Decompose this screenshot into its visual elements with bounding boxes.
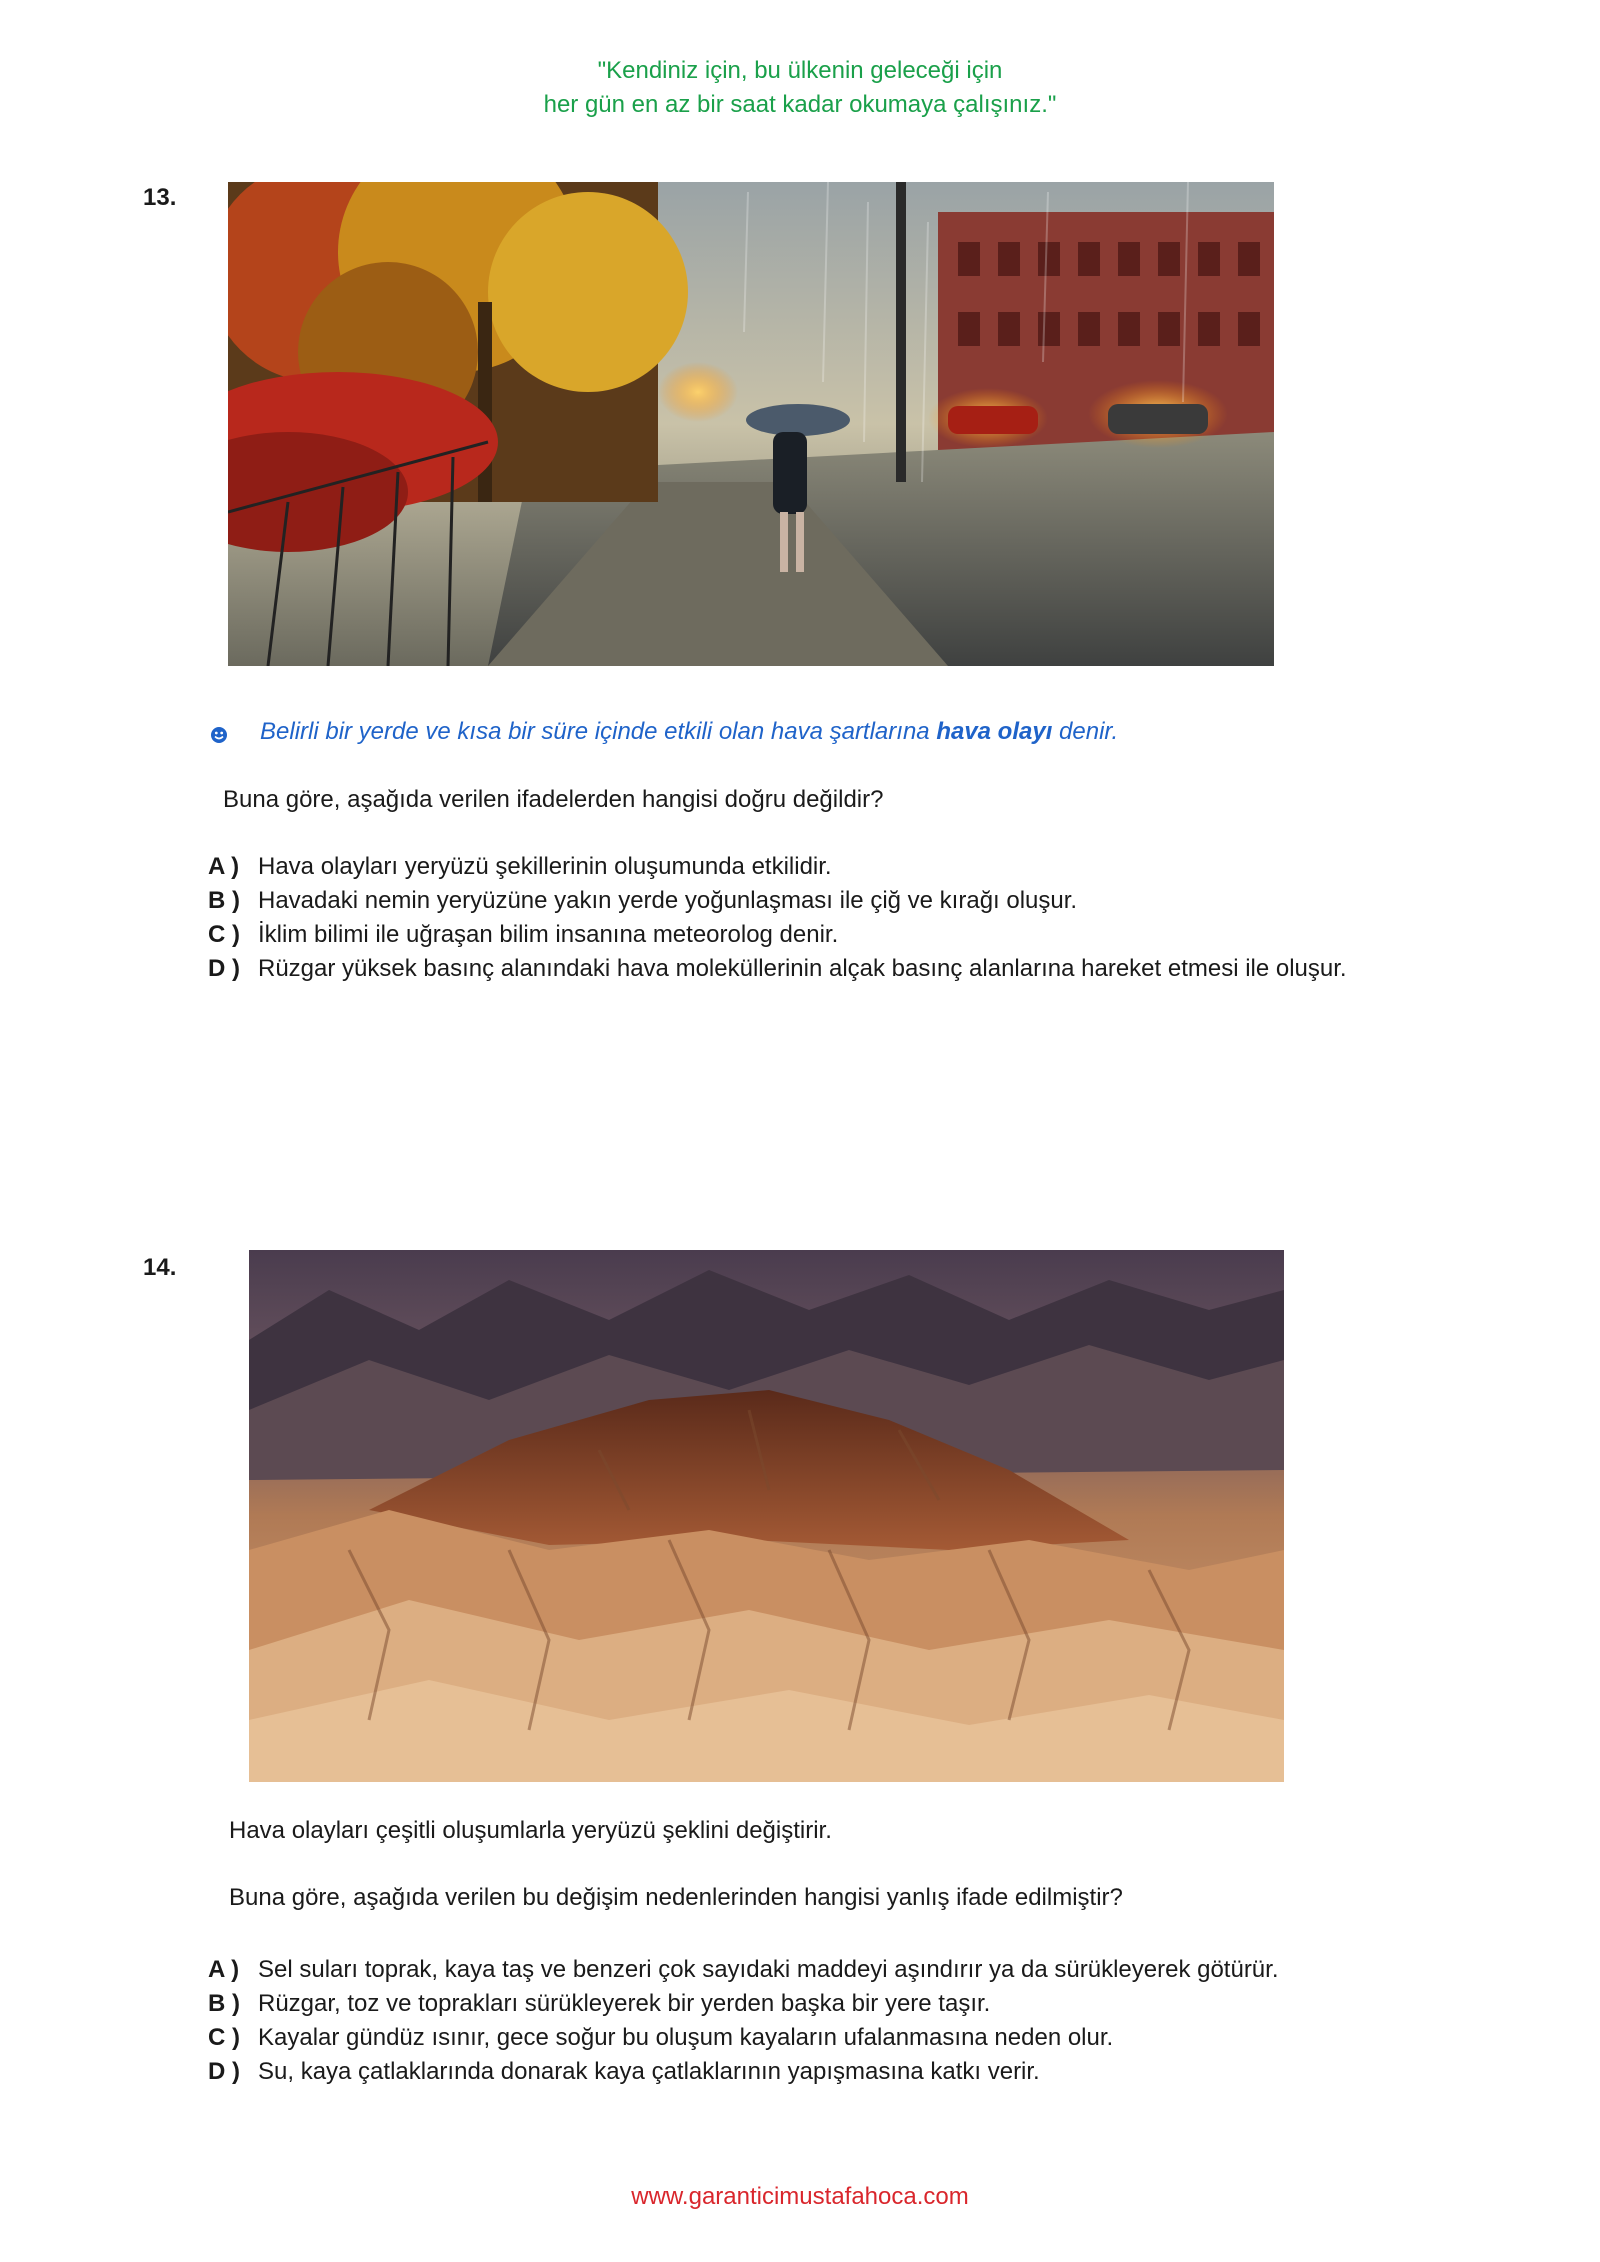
option-text: Hava olayları yeryüzü şekillerinin oluşumunda etkilidir.: [258, 853, 832, 880]
header-quote: [0, 54, 1600, 122]
question-13-options: [208, 850, 1428, 986]
option-letter: D ): [208, 2058, 240, 2085]
option-text: Su, kaya çatlaklarında donarak kaya çatlaklarının yapışmasına katkı verir.: [258, 2058, 1040, 2085]
note-text-after: denir.: [1052, 718, 1119, 745]
option-letter: B ): [208, 1990, 240, 2017]
option-a[interactable]: [208, 850, 1428, 884]
option-b[interactable]: [208, 884, 1428, 918]
question-13-stem: Buna göre, aşağıda verilen ifadelerden hangisi doğru değildir?: [223, 786, 884, 813]
option-text: Sel suları toprak, kaya taş ve benzeri çok sayıdaki maddeyi aşındırır ya da sürükleyerek götürür.: [258, 1956, 1279, 1983]
question-14-stem: Buna göre, aşağıda verilen bu değişim nedenlerinden hangisi yanlış ifade edilmiştir?: [229, 1884, 1123, 1911]
option-letter: D ): [208, 955, 240, 982]
option-text: Rüzgar yüksek basınç alanındaki hava moleküllerinin alçak basınç alanlarına hareket etmesi ile oluşur.: [258, 955, 1347, 982]
option-a[interactable]: [208, 1953, 1428, 1987]
question-13-number: 13.: [143, 184, 177, 211]
option-letter: C ): [208, 921, 240, 948]
rainy-autumn-street-photo: [228, 182, 1274, 666]
eroded-badlands-photo: [249, 1250, 1284, 1782]
note-text-before: Belirli bir yerde ve kısa bir süre içinde etkili olan hava şartlarına: [260, 718, 937, 745]
option-letter: A ): [208, 853, 240, 880]
option-text: İklim bilimi ile uğraşan bilim insanına meteorolog denir.: [258, 921, 839, 948]
option-b[interactable]: [208, 1987, 1428, 2021]
quote-line-1: "Kendiniz için, bu ülkenin geleceği için: [597, 57, 1003, 84]
option-d[interactable]: [208, 952, 1428, 986]
option-c[interactable]: [208, 918, 1428, 952]
question-14-intro: Hava olayları çeşitli oluşumlarla yeryüzü şeklini değiştirir.: [229, 1817, 832, 1844]
option-letter: C ): [208, 2024, 240, 2051]
definition-note: [212, 718, 1118, 746]
option-letter: A ): [208, 1956, 240, 1983]
note-term: hava olayı: [936, 718, 1053, 745]
question-14-options: [208, 1953, 1428, 2089]
option-text: Rüzgar, toz ve toprakları sürükleyerek bir yerden başka bir yere taşır.: [258, 1990, 991, 2017]
option-text: Havadaki nemin yeryüzüne yakın yerde yoğunlaşması ile çiğ ve kırağı oluşur.: [258, 887, 1078, 914]
option-letter: B ): [208, 887, 240, 914]
option-text: Kayalar gündüz ısınır, gece soğur bu oluşum kayaların ufalanmasına neden olur.: [258, 2024, 1114, 2051]
option-d[interactable]: [208, 2055, 1428, 2089]
smiley-bullet-icon: [210, 726, 228, 744]
option-c[interactable]: [208, 2021, 1428, 2055]
quote-line-2: her gün en az bir saat kadar okumaya çalışınız.": [543, 91, 1057, 118]
footer-url[interactable]: www.garanticimustafahoca.com: [631, 2183, 969, 2210]
question-14-number: 14.: [143, 1254, 177, 1281]
